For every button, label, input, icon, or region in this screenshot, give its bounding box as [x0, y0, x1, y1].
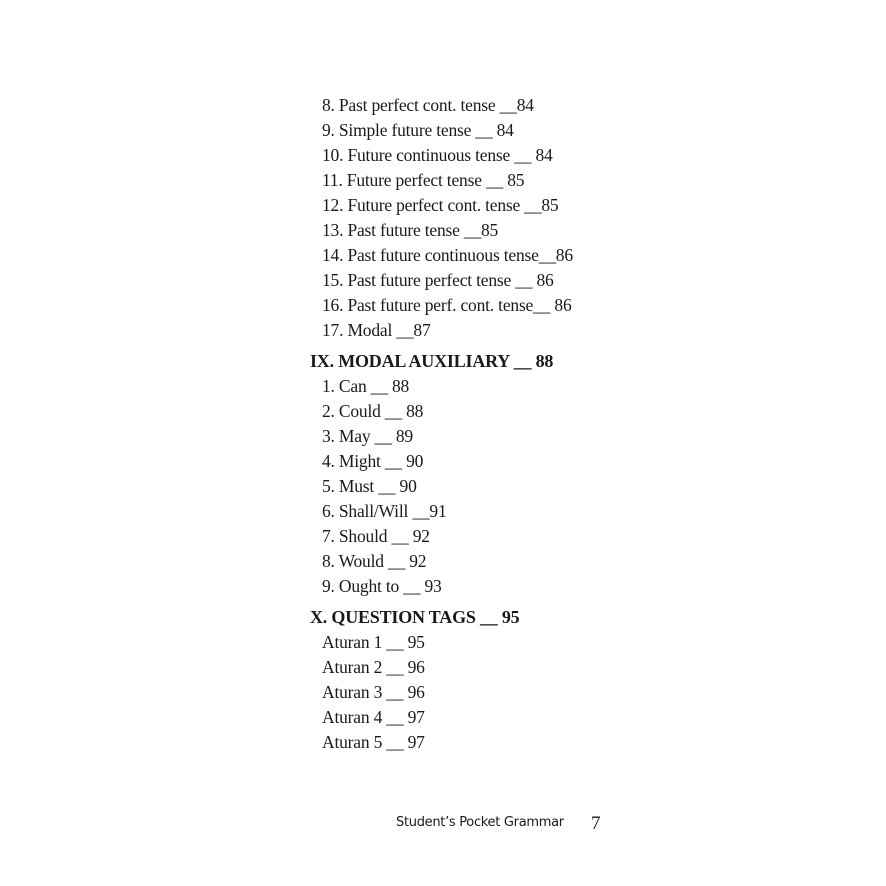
toc-item: 2. Could __ 88: [322, 401, 424, 421]
toc-item: Aturan 5 __ 97: [322, 732, 425, 752]
toc-item: 10. Future continuous tense __ 84: [322, 145, 553, 165]
toc-item: 6. Shall/Will __91: [322, 501, 447, 521]
toc-item: 15. Past future perfect tense __ 86: [322, 270, 554, 290]
page-footer: [0, 813, 886, 837]
toc-item: 9. Ought to __ 93: [322, 576, 442, 596]
toc-item: 9. Simple future tense __ 84: [322, 120, 514, 140]
toc-item: 8. Would __ 92: [322, 551, 427, 571]
toc-item: Aturan 4 __ 97: [322, 707, 425, 727]
toc-item: 8. Past perfect cont. tense __84: [322, 95, 534, 115]
toc-item: 17. Modal __87: [322, 320, 431, 340]
toc-item: 1. Can __ 88: [322, 376, 410, 396]
toc-item: Aturan 2 __ 96: [322, 657, 425, 677]
toc-section-heading-modal-auxiliary: IX. MODAL AUXILIARY __ 88: [310, 351, 554, 371]
toc-item: Aturan 3 __ 96: [322, 682, 425, 702]
toc-item: 13. Past future tense __85: [322, 220, 499, 240]
toc-item: Aturan 1 __ 95: [322, 632, 425, 652]
page-number: 7: [591, 813, 601, 834]
table-of-contents: [310, 93, 730, 755]
toc-item: 7. Should __ 92: [322, 526, 430, 546]
footer-book-title: Student’s Pocket Grammar: [396, 815, 564, 830]
toc-item: 5. Must __ 90: [322, 476, 417, 496]
toc-item: 11. Future perfect tense __ 85: [322, 170, 525, 190]
toc-item: 4. Might __ 90: [322, 451, 424, 471]
toc-section-heading-question-tags: X. QUESTION TAGS __ 95: [310, 607, 520, 627]
toc-item: 14. Past future continuous tense__86: [322, 245, 573, 265]
toc-item: 3. May __ 89: [322, 426, 413, 446]
toc-item: 16. Past future perf. cont. tense__ 86: [322, 295, 572, 315]
toc-item: 12. Future perfect cont. tense __85: [322, 195, 559, 215]
